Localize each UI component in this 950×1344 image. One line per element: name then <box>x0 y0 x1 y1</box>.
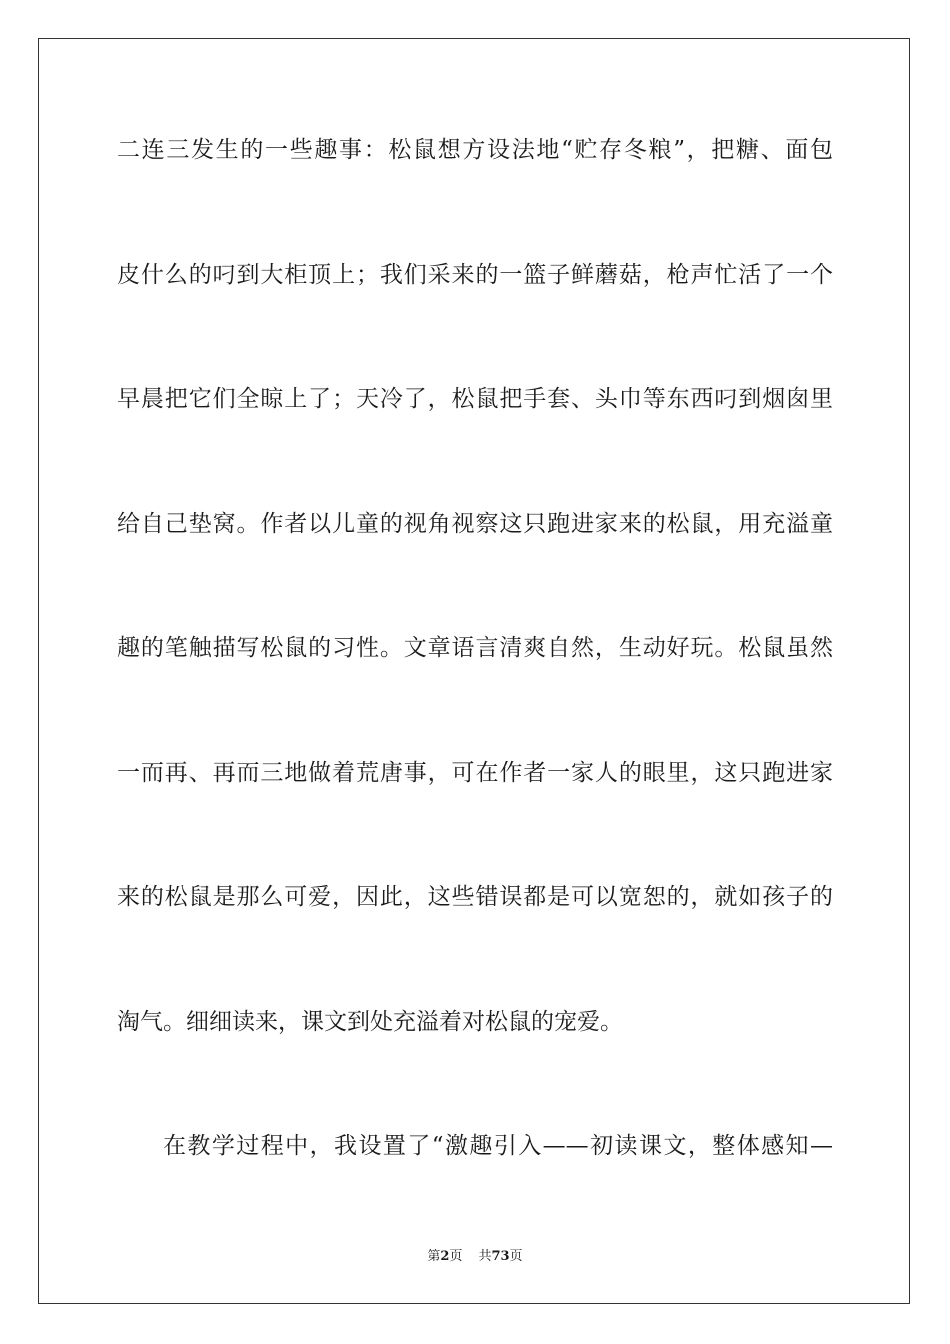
page-footer <box>0 1249 950 1265</box>
text-line: 二连三发生的一些趣事：松鼠想方设法地“贮存冬粮”，把糖、面包 <box>117 137 833 163</box>
page-border <box>38 38 910 1304</box>
text-line: 皮什么的叼到大柜顶上；我们采来的一篮子鲜蘑菇，枪声忙活了一个 <box>117 262 833 288</box>
total-prefix: 共 <box>478 1249 492 1264</box>
text-line: 在教学过程中，我设置了“激趣引入——初读课文，整体感知— <box>163 1133 833 1159</box>
text-line: 一而再、再而三地做着荒唐事，可在作者一家人的眼里，这只跑进家 <box>117 760 833 786</box>
text-line: 趣的笔触描写松鼠的习性。文章语言清爽自然，生动好玩。松鼠虽然 <box>117 635 833 661</box>
page-suffix: 页 <box>449 1249 463 1264</box>
text-line: 淘气。细细读来，课文到处充溢着对松鼠的宠爱。 <box>117 1009 623 1035</box>
page-number: 2 <box>440 1249 450 1264</box>
text-line: 给自己垫窝。作者以儿童的视角视察这只跑进家来的松鼠，用充溢童 <box>117 511 833 537</box>
text-line: 来的松鼠是那么可爱，因此，这些错误都是可以宽恕的，就如孩子的 <box>117 884 833 910</box>
page-prefix: 第 <box>427 1249 441 1264</box>
text-line: 早晨把它们全晾上了；天冷了，松鼠把手套、头巾等东西叼到烟囱里 <box>117 386 833 412</box>
total-pages: 73 <box>491 1249 510 1264</box>
total-suffix: 页 <box>509 1249 523 1264</box>
